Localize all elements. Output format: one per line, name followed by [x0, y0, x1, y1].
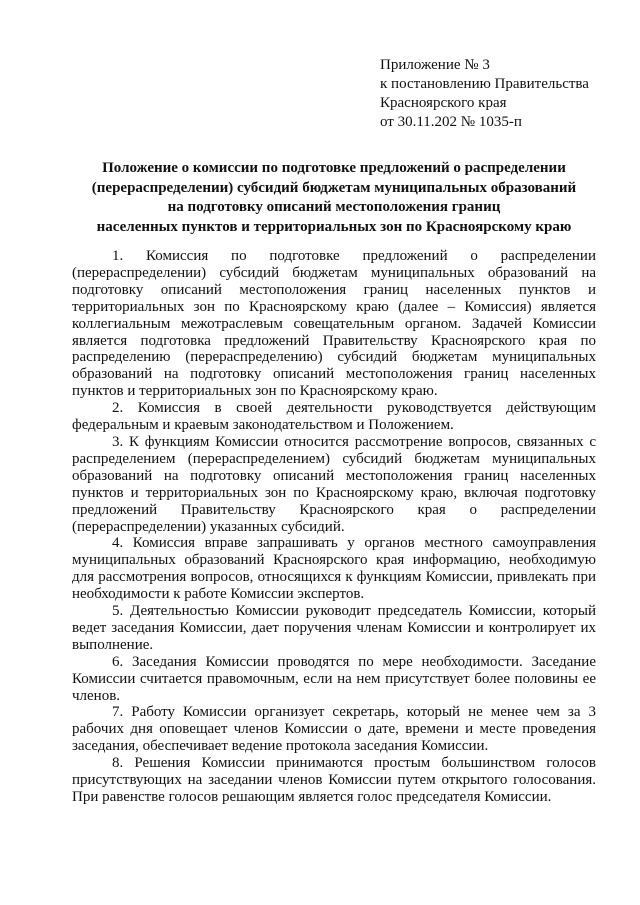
appendix-date-number: от 30.11.202 № 1035-п: [380, 114, 522, 130]
appendix-number: Приложение № 3: [380, 57, 490, 73]
paragraph-5: 5. Деятельностью Комиссии руководит председатель Комиссии, который ведет заседания Комиссии, дает поручения членам Комиссии и контролирует их выполнение.: [72, 603, 596, 653]
paragraph-6: 6. Заседания Комиссии проводятся по мере необходимости. Заседание Комиссии считается правомочным, если на нем присутствует более половины ее членов.: [72, 653, 596, 704]
document-title: [70, 159, 598, 237]
paragraph-8: 8. Решения Комиссии принимаются простым большинством голосов присутствующих на заседании членов Комиссии путем открытого голосования. При равенстве голосов решающим является голос председателя Комиссии.: [72, 755, 596, 805]
title-line-2: (перераспределении) субсидий бюджетам муниципальных образований: [91, 179, 577, 196]
appendix-resolution: к постановлению Правительства: [380, 76, 589, 92]
paragraph-2: 2. Комиссия в своей деятельности руководствуется действующим федеральным и краевым законодательством и Положением.: [72, 400, 596, 434]
title-line-1: Положение о комиссии по подготовке предложений о распределении: [102, 160, 566, 176]
appendix-header: [380, 56, 620, 132]
document-body: [72, 248, 596, 806]
title-line-4: населенных пунктов и территориальных зон по Красноярскому краю: [96, 218, 572, 235]
paragraph-3: 3. К функциям Комиссии относится рассмотрение вопросов, связанных с распределением (перераспределением) субсидий бюджетам муниципальных образований на подготовку описаний местоположения границ населенных пунктов и территориальных зон по Красноярскому краю, включая подготовку предложений Правительству Красноярского края о распределении (перераспределении) указанных субсидий.: [72, 433, 596, 535]
paragraph-7: 7. Работу Комиссии организует секретарь, который не менее чем за 3 рабочих дня оповещает членов Комиссии о дате, времени и месте проведения заседания, обеспечивает ведение протокола заседания Комиссии.: [72, 704, 596, 755]
appendix-region: Красноярского края: [380, 95, 507, 111]
paragraph-4: 4. Комиссия вправе запрашивать у органов местного самоуправления муниципальных образований Красноярского края информацию, необходимую для рассмотрения вопросов, относящихся к функциям Комиссии, привлекать при необходимости к работе Комиссии экспертов.: [72, 535, 596, 603]
paragraph-1: 1. Комиссия по подготовке предложений о распределении (перераспределении) субсидий бюджетам муниципальных образований на подготовку описаний местоположения границ населенных пунктов и территориальных зон по Красноярскому краю (далее – Комиссия) является коллегиальным межотраслевым совещательным органом. Задачей Комиссии является подготовка предложений Правительству Красноярского края по распределению (перераспределению) субсидий бюджетам муниципальных образований на подготовку описаний местоположения границ населенных пунктов и территориальных зон по Красноярскому краю.: [72, 248, 596, 400]
title-line-3: на подготовку описаний местоположения границ: [167, 199, 501, 215]
